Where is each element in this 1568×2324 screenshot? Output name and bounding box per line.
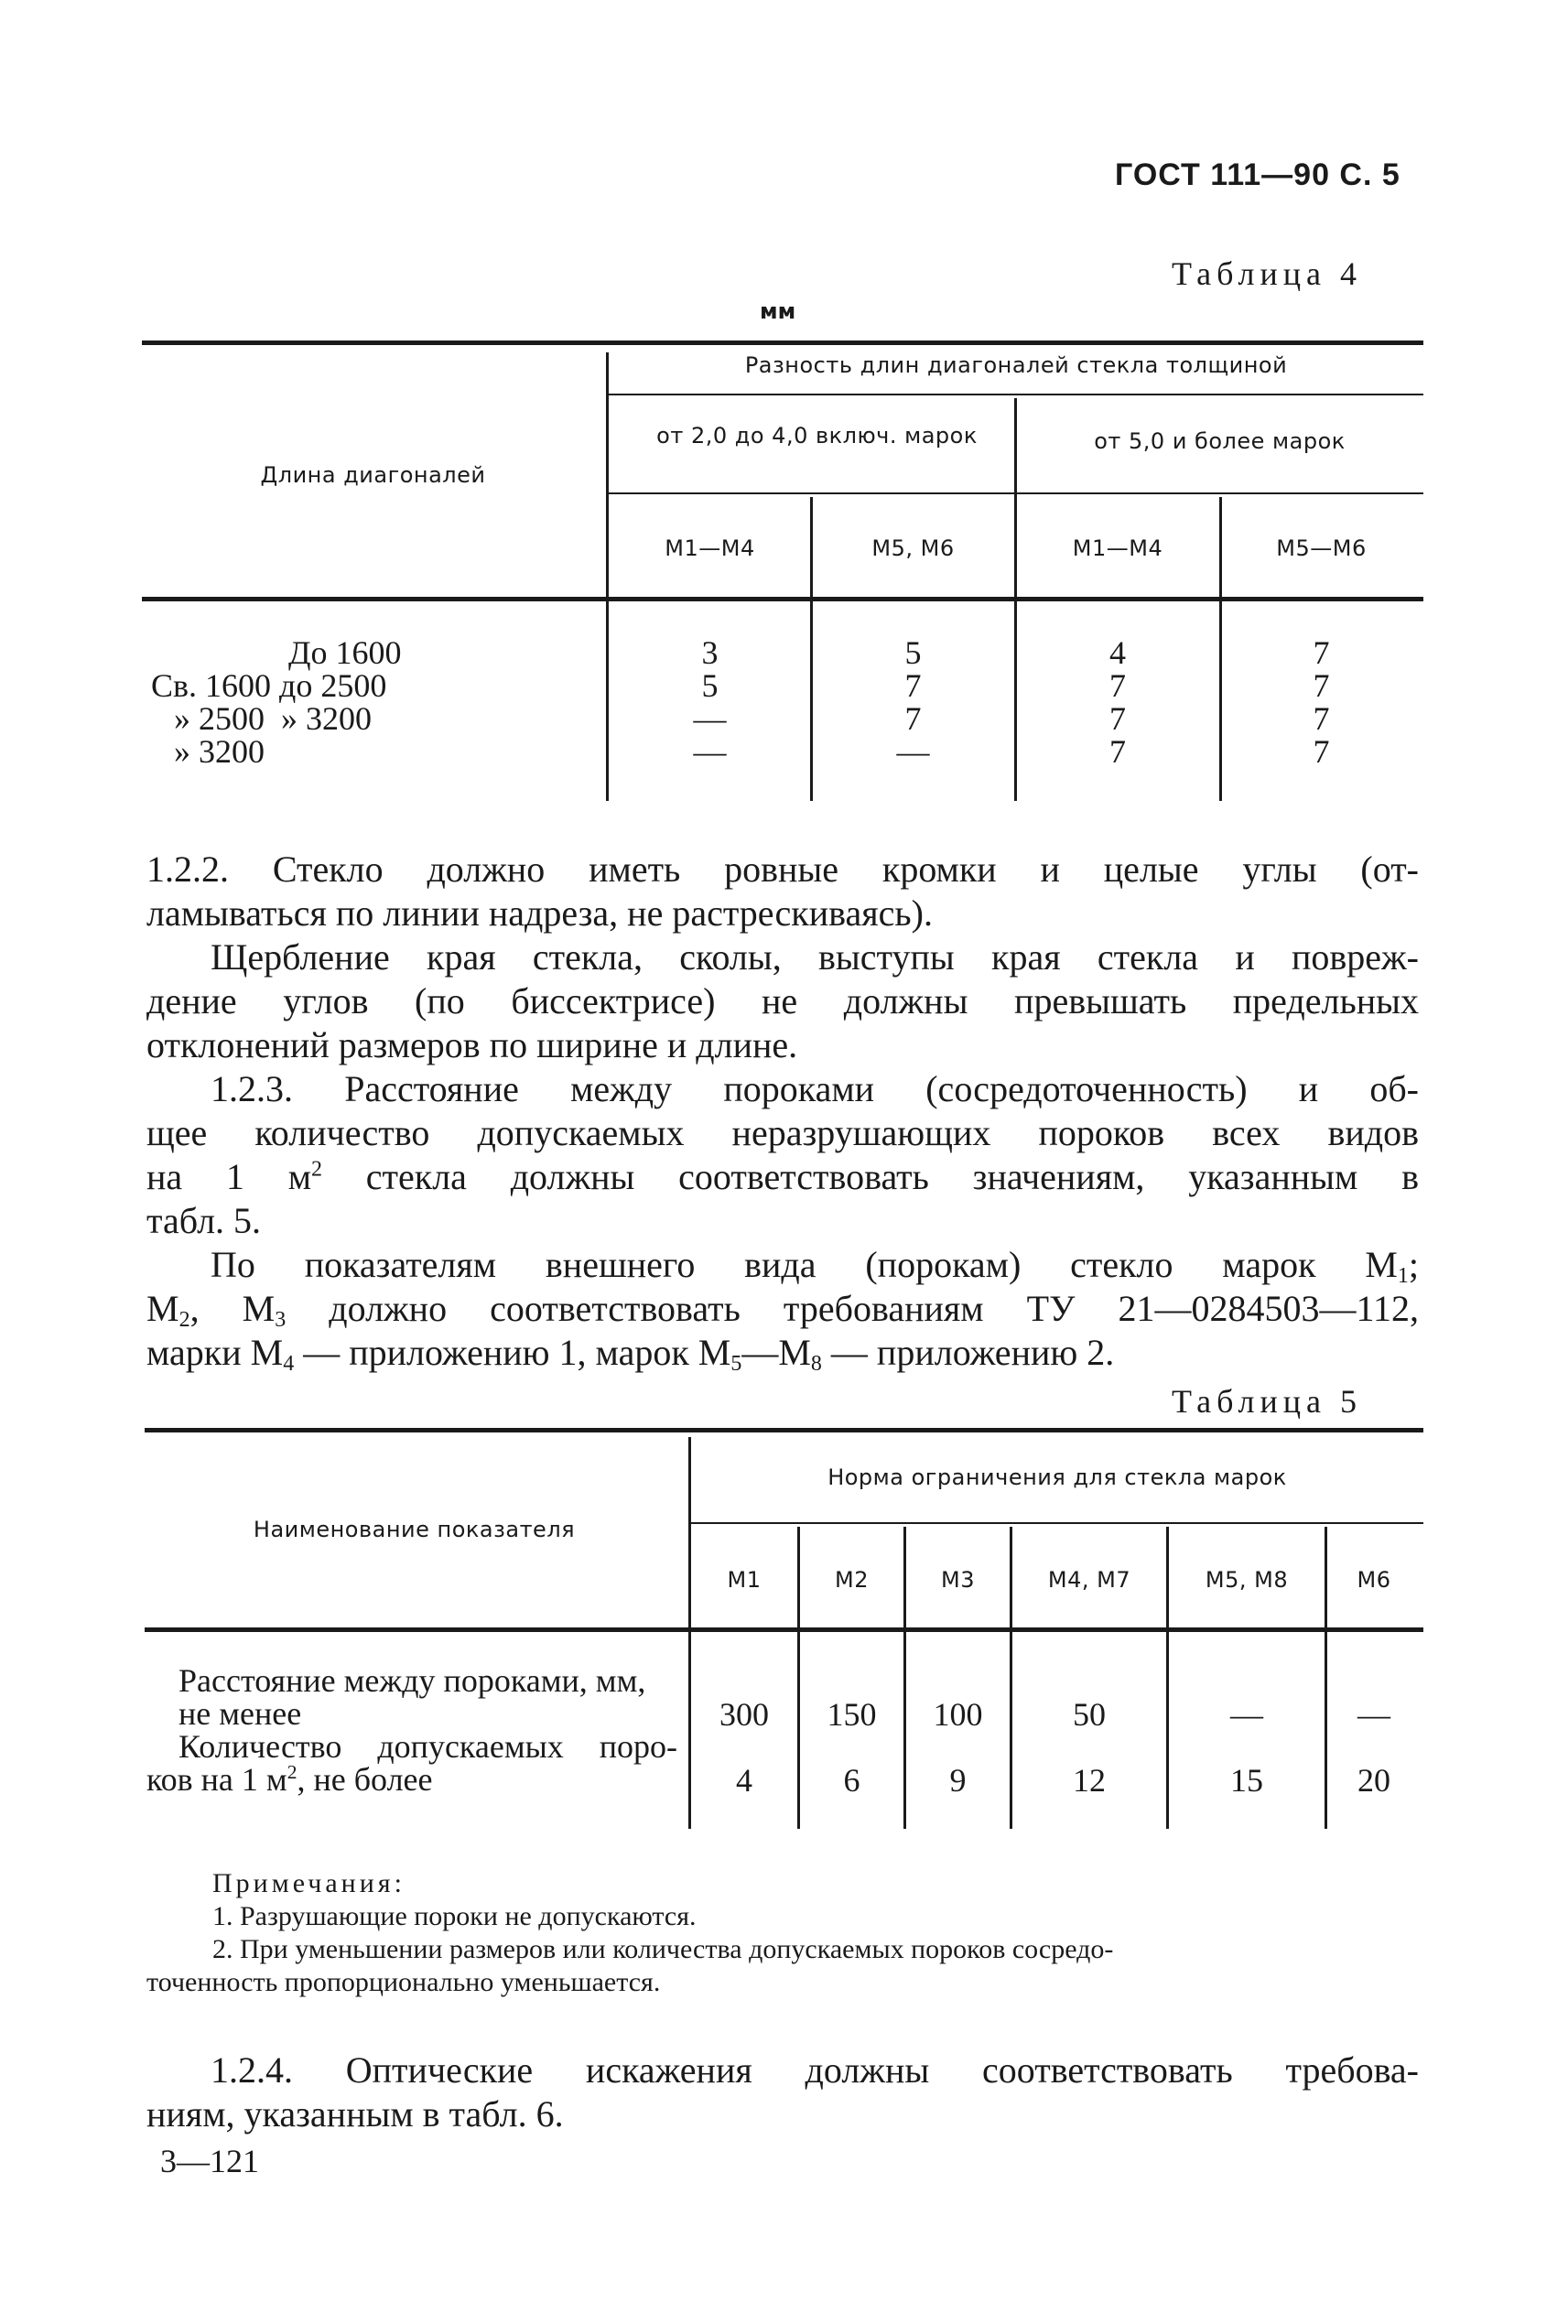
table5-head-rule xyxy=(145,1627,1423,1632)
footer-code: 3—121 xyxy=(160,2143,259,2179)
table5-vline-4 xyxy=(1010,1527,1012,1829)
table5-cell: — xyxy=(1230,1696,1263,1733)
table4-sub-b: от 5,0 и более марок xyxy=(1094,428,1346,454)
table4-vline-3 xyxy=(1014,398,1017,801)
table5-cell: 50 xyxy=(1073,1696,1106,1733)
table5-mark-5: М5, М8 xyxy=(1205,1567,1289,1593)
paragraph-appearance xyxy=(146,1243,1419,1375)
text-line: отклонений размеров по ширине и длине. xyxy=(146,1024,798,1065)
table5-mark-6: М6 xyxy=(1357,1567,1391,1593)
table5-caption: Таблица 5 xyxy=(1172,1383,1362,1420)
table4-cell: 7 xyxy=(1109,733,1126,770)
table4-cell: 5 xyxy=(904,634,922,671)
table5-cell: — xyxy=(1357,1696,1390,1733)
table5-vline-3 xyxy=(903,1527,906,1829)
table4-head-rule xyxy=(142,597,1423,601)
table4-vline-4 xyxy=(1219,497,1222,801)
table5-cell: 12 xyxy=(1073,1762,1106,1799)
text-line: ниям, указанным в табл. 6. xyxy=(146,2093,564,2135)
text-line: щее количество допускаемых неразрушающих пороков всех видов xyxy=(146,1112,1419,1153)
text-line: ламываться по линии надреза, не растрескиваясь). xyxy=(146,892,933,934)
table4-group-rule xyxy=(609,394,1423,395)
table5-row-label: Количество допускаемых поро- ков на 1 $м^2$, не более xyxy=(146,1728,677,1798)
text-line: $М_2$, $М_3$ должно соответствовать требованиям ТУ 21—0284503—112, xyxy=(146,1288,1419,1332)
text-line: 1.2.4. Оптические искажения должны соответствовать требова- xyxy=(211,2049,1419,2091)
table5-mark-1: М1 xyxy=(727,1567,762,1593)
table4-cell: — xyxy=(896,733,930,770)
table4-cell: 7 xyxy=(1313,634,1330,671)
text-line: 1.2.2. Стекло должно иметь ровные кромки и целые углы (от- xyxy=(146,849,1419,890)
document-header: ГОСТ 111—90 С. 5 xyxy=(1115,157,1400,192)
table5-cell: 300 xyxy=(719,1696,769,1733)
table4-mark-4: М5—М6 xyxy=(1276,535,1367,561)
text-line: табл. 5. xyxy=(146,1200,262,1241)
table5-col-first: Наименование показателя xyxy=(253,1517,576,1542)
table4-cell: 4 xyxy=(1109,634,1126,671)
table5-cell: 6 xyxy=(843,1762,860,1799)
table4-col-first: Длина диагоналей xyxy=(260,462,486,488)
table4-cell: 3 xyxy=(701,634,719,671)
table4-cell: 7 xyxy=(1109,667,1126,704)
table5-cell: 100 xyxy=(933,1696,983,1733)
table4-cell: 7 xyxy=(904,667,922,704)
table5-mark-4: М4, М7 xyxy=(1047,1567,1131,1593)
table4-mark-3: М1—М4 xyxy=(1072,535,1163,561)
table4-group-header: Разность длин диагоналей стекла толщиной xyxy=(744,352,1288,378)
table5-row-label: Расстояние между пороками, мм, не менее xyxy=(178,1662,646,1732)
table4-row-label: До 1600 xyxy=(288,634,402,671)
table4-cell: 5 xyxy=(701,667,719,704)
table5-mark-2: М2 xyxy=(835,1567,869,1593)
text-line: на 1 $м^2$ стекла должны соответствовать значениям, указанным в xyxy=(146,1156,1419,1197)
paragraph-1-2-2 xyxy=(146,848,1419,935)
table5-top-rule xyxy=(145,1428,1423,1432)
paragraph-1-2-4 xyxy=(146,2048,1419,2136)
text-line: марки $М_4$ — приложению 1, марок $М_5—М_8$ — приложению 2. xyxy=(146,1332,1115,1376)
text-line: 1.2.3. Расстояние между пороками (сосредоточенность) и об- xyxy=(211,1068,1419,1109)
table5-vline-1 xyxy=(688,1437,691,1829)
text-line: дение углов (по биссектрисе) не должны превышать предельных xyxy=(146,980,1419,1021)
table5-cell: 4 xyxy=(736,1762,752,1799)
table5-cell: 15 xyxy=(1230,1762,1263,1799)
table5-cell: 9 xyxy=(949,1762,967,1799)
paragraph-1-2-3 xyxy=(146,1067,1419,1243)
table4-mark-2: М5, М6 xyxy=(871,535,955,561)
note-2-line-2: точенность пропорционально уменьшается. xyxy=(146,1967,661,1997)
table5-group-rule xyxy=(691,1522,1423,1524)
table5-vline-6 xyxy=(1325,1527,1327,1829)
table4-cell: 7 xyxy=(1109,700,1126,737)
table4-cell: — xyxy=(693,700,727,737)
text-line: Щербление края стекла, сколы, выступы края стекла и повреж- xyxy=(211,936,1419,978)
note-2-line-1: 2. При уменьшении размеров или количества допускаемых пороков сосредо- xyxy=(212,1934,1114,1964)
text-line: По показателям внешнего вида (порокам) стекло марок $М_1$; xyxy=(211,1244,1419,1288)
table4-row-label: » 2500 » 3200 xyxy=(174,700,372,737)
table4-mark-1: М1—М4 xyxy=(665,535,755,561)
table4-cell: 7 xyxy=(1313,733,1330,770)
table4-caption: Таблица 4 xyxy=(1172,255,1362,292)
table5-group-header: Норма ограничения для стекла марок xyxy=(827,1465,1287,1490)
table5-cell: 20 xyxy=(1357,1762,1390,1799)
table5-vline-5 xyxy=(1166,1527,1169,1829)
table4-cell: 7 xyxy=(904,700,922,737)
table4-units: мм xyxy=(760,298,796,324)
table5-mark-3: М3 xyxy=(941,1567,975,1593)
table4-vline-1 xyxy=(606,352,609,801)
table4-sub-a: от 2,0 до 4,0 включ. марок xyxy=(656,423,978,449)
table4-vline-2 xyxy=(810,497,813,801)
paragraph-chipping xyxy=(146,935,1419,1067)
table5-cell: 150 xyxy=(827,1696,877,1733)
table4-top-rule xyxy=(142,340,1423,345)
table4-cell: — xyxy=(693,733,727,770)
table5-vline-2 xyxy=(797,1527,800,1829)
note-1: 1. Разрушающие пороки не допускаются. xyxy=(212,1901,697,1931)
table4-row-label: Св. 1600 до 2500 xyxy=(151,667,387,704)
notes-title: Примечания: xyxy=(212,1868,406,1898)
table4-cell: 7 xyxy=(1313,700,1330,737)
table4-cell: 7 xyxy=(1313,667,1330,704)
table4-row-label: » 3200 xyxy=(174,733,265,770)
